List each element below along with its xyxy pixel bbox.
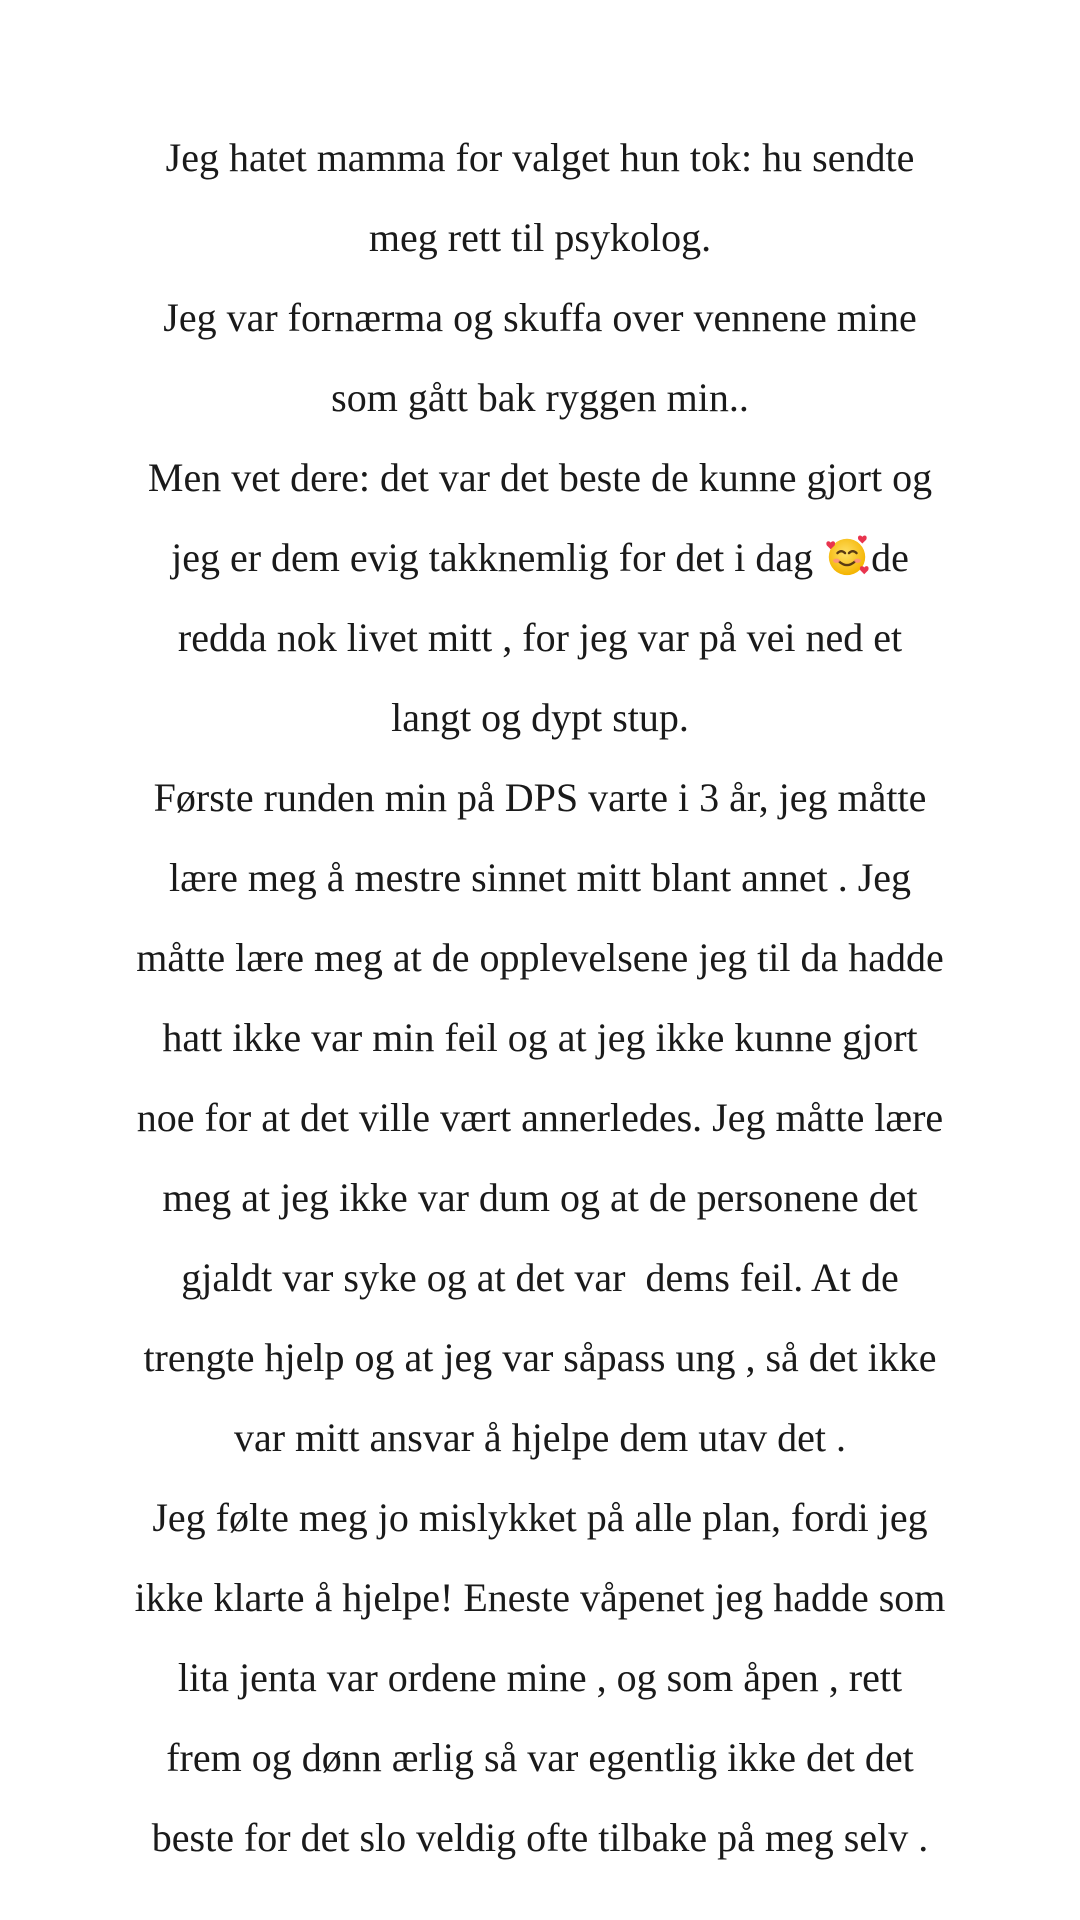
text-line: måtte lære meg at de opplevelsene jeg til da hadde bbox=[136, 935, 944, 980]
text-line: Men vet dere: det var det beste de kunne gjort og bbox=[147, 455, 933, 500]
story-text bbox=[40, 118, 1040, 1878]
text-line: Første runden min på DPS varte i 3 år, jeg måtte bbox=[153, 775, 927, 820]
text-line: noe for at det ville vært annerledes. Jeg måtte lære bbox=[136, 1095, 944, 1140]
text-line: hatt ikke var min feil og at jeg ikke kunne gjort bbox=[162, 1015, 918, 1060]
text-line: lære meg å mestre sinnet mitt blant annet . Jeg bbox=[168, 855, 912, 900]
text-line: meg rett til psykolog. bbox=[368, 215, 712, 260]
text-line: gjaldt var syke og at det var dems feil. At de bbox=[181, 1255, 899, 1300]
text-line: langt og dypt stup. bbox=[391, 695, 689, 740]
text-line: redda nok livet mitt , for jeg var på vei ned et bbox=[177, 615, 903, 660]
text-line: som gått bak ryggen min.. bbox=[331, 375, 749, 420]
text-line: trengte hjelp og at jeg var såpass ung , så det ikke bbox=[143, 1335, 937, 1380]
text-line: lita jenta var ordene mine , og som åpen , rett bbox=[177, 1655, 903, 1700]
text-line: Jeg var fornærma og skuffa over vennene mine bbox=[163, 295, 917, 340]
text-fragment: de bbox=[871, 535, 909, 580]
text-line: Jeg hatet mamma for valget hun tok: hu sendte bbox=[165, 135, 915, 180]
text-fragment: jeg er dem evig takknemlig for det i dag bbox=[171, 535, 814, 580]
text-line: var mitt ansvar å hjelpe dem utav det . bbox=[233, 1415, 846, 1460]
text-line: Jeg følte meg jo mislykket på alle plan, fordi jeg bbox=[152, 1495, 928, 1540]
text-line: meg at jeg ikke var dum og at de personene det bbox=[162, 1175, 918, 1220]
text-line: frem og dønn ærlig så var egentlig ikke det det bbox=[166, 1735, 914, 1780]
smiling-face-with-hearts-icon bbox=[824, 533, 870, 579]
text-line: ikke klarte å hjelpe! Eneste våpenet jeg hadde som bbox=[134, 1575, 946, 1620]
text-line bbox=[40, 518, 1040, 598]
text-line: beste for det slo veldig ofte tilbake på meg selv . bbox=[151, 1815, 929, 1860]
